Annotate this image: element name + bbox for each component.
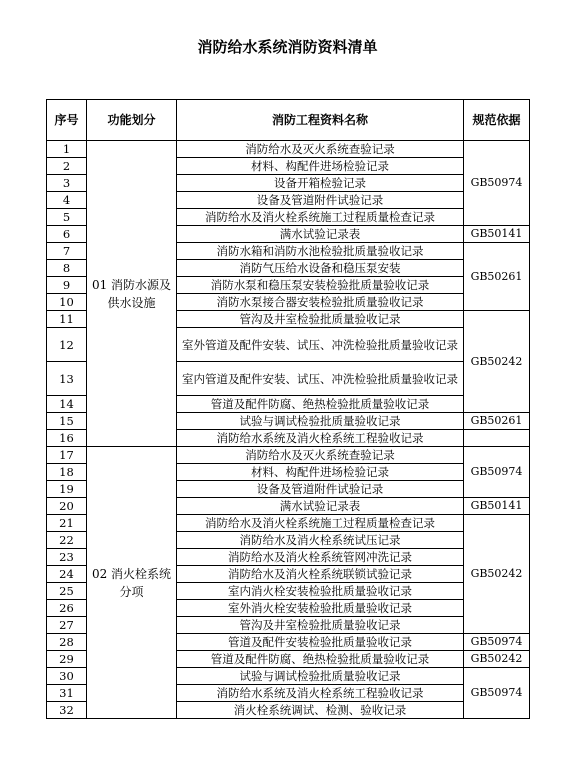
document-name-cell: 材料、构配件进场检验记录 [177, 158, 464, 175]
document-name-cell: 管道及配件防腐、绝热检验批质量验收记录 [177, 651, 464, 668]
serial-number-cell: 14 [47, 396, 87, 413]
standard-code-cell: GB50141 [464, 226, 530, 243]
serial-number-cell: 13 [47, 362, 87, 396]
document-name-cell: 消防给水及消火栓系统试压记录 [177, 532, 464, 549]
standard-code-cell: GB50242 [464, 651, 530, 668]
serial-number-cell: 22 [47, 532, 87, 549]
standard-code-cell: GB50141 [464, 498, 530, 515]
standard-code-cell [464, 430, 530, 447]
serial-number-cell: 8 [47, 260, 87, 277]
table-body [47, 141, 530, 719]
standard-code-cell: GB50974 [464, 668, 530, 719]
serial-number-cell: 2 [47, 158, 87, 175]
document-name-cell: 消火栓系统调试、检测、验收记录 [177, 702, 464, 719]
document-name-cell: 管道及配件防腐、绝热检验批质量验收记录 [177, 396, 464, 413]
serial-number-cell: 1 [47, 141, 87, 158]
serial-number-cell: 26 [47, 600, 87, 617]
serial-number-cell: 10 [47, 294, 87, 311]
serial-number-cell: 19 [47, 481, 87, 498]
header-function: 功能划分 [87, 100, 177, 141]
serial-number-cell: 25 [47, 583, 87, 600]
document-name-cell: 消防给水及消火栓系统管网冲洗记录 [177, 549, 464, 566]
standard-code-cell: GB50974 [464, 447, 530, 498]
serial-number-cell: 32 [47, 702, 87, 719]
document-name-cell: 设备开箱检验记录 [177, 175, 464, 192]
document-name-cell: 设备及管道附件试验记录 [177, 192, 464, 209]
document-name-cell: 满水试验记录表 [177, 226, 464, 243]
document-name-cell: 消防气压给水设备和稳压泵安装 [177, 260, 464, 277]
document-name-cell: 消防给水系统及消火栓系统工程验收记录 [177, 685, 464, 702]
standard-code-cell: GB50974 [464, 634, 530, 651]
serial-number-cell: 31 [47, 685, 87, 702]
document-name-cell: 消防给水及消火栓系统施工过程质量检查记录 [177, 515, 464, 532]
document-name-cell: 材料、构配件进场检验记录 [177, 464, 464, 481]
document-name-cell: 管道及配件安装检验批质量验收记录 [177, 634, 464, 651]
serial-number-cell: 20 [47, 498, 87, 515]
function-division-cell: 01 消防水源及供水设施 [87, 141, 177, 447]
serial-number-cell: 28 [47, 634, 87, 651]
serial-number-cell: 16 [47, 430, 87, 447]
standard-code-cell: GB50974 [464, 141, 530, 226]
serial-number-cell: 27 [47, 617, 87, 634]
document-name-cell: 消防水泵接合器安装检验批质量验收记录 [177, 294, 464, 311]
document-name-cell: 室内消火栓安装检验批质量验收记录 [177, 583, 464, 600]
serial-number-cell: 15 [47, 413, 87, 430]
document-name-cell: 试验与调试检验批质量验收记录 [177, 413, 464, 430]
serial-number-cell: 18 [47, 464, 87, 481]
serial-number-cell: 12 [47, 328, 87, 362]
document-name-cell: 管沟及井室检验批质量验收记录 [177, 617, 464, 634]
document-name-cell: 消防水箱和消防水池检验批质量验收记录 [177, 243, 464, 260]
table-row [47, 447, 530, 464]
serial-number-cell: 21 [47, 515, 87, 532]
serial-number-cell: 9 [47, 277, 87, 294]
fire-documents-table [46, 99, 530, 719]
serial-number-cell: 6 [47, 226, 87, 243]
serial-number-cell: 4 [47, 192, 87, 209]
serial-number-cell: 7 [47, 243, 87, 260]
header-serial: 序号 [47, 100, 87, 141]
document-name-cell: 室外消火栓安装检验批质量验收记录 [177, 600, 464, 617]
serial-number-cell: 29 [47, 651, 87, 668]
standard-code-cell: GB50261 [464, 243, 530, 311]
function-division-cell: 02 消火栓系统分项 [87, 447, 177, 719]
table-row [47, 141, 530, 158]
serial-number-cell: 17 [47, 447, 87, 464]
document-name-cell: 试验与调试检验批质量验收记录 [177, 668, 464, 685]
standard-code-cell: GB50242 [464, 515, 530, 634]
document-name-cell: 消防给水及灭火系统查验记录 [177, 141, 464, 158]
serial-number-cell: 11 [47, 311, 87, 328]
serial-number-cell: 30 [47, 668, 87, 685]
serial-number-cell: 23 [47, 549, 87, 566]
document-name-cell: 消防给水及消火栓系统施工过程质量检查记录 [177, 209, 464, 226]
document-name-cell: 消防给水系统及消火栓系统工程验收记录 [177, 430, 464, 447]
document-name-cell: 消防给水及消火栓系统联锁试验记录 [177, 566, 464, 583]
document-name-cell: 满水试验记录表 [177, 498, 464, 515]
serial-number-cell: 24 [47, 566, 87, 583]
header-standard: 规范依据 [464, 100, 530, 141]
document-name-cell: 管沟及井室检验批质量验收记录 [177, 311, 464, 328]
table-header-row [47, 100, 530, 141]
document-name-cell: 设备及管道附件试验记录 [177, 481, 464, 498]
document-name-cell: 室内管道及配件安装、试压、冲洗检验批质量验收记录 [177, 362, 464, 396]
standard-code-cell: GB50242 [464, 311, 530, 413]
standard-code-cell: GB50261 [464, 413, 530, 430]
document-name-cell: 消防水泵和稳压泵安装检验批质量验收记录 [177, 277, 464, 294]
page-title: 消防给水系统消防资料清单 [197, 38, 378, 56]
header-document-name: 消防工程资料名称 [177, 100, 464, 141]
serial-number-cell: 3 [47, 175, 87, 192]
document-name-cell: 室外管道及配件安装、试压、冲洗检验批质量验收记录 [177, 328, 464, 362]
document-name-cell: 消防给水及灭火系统查验记录 [177, 447, 464, 464]
serial-number-cell: 5 [47, 209, 87, 226]
